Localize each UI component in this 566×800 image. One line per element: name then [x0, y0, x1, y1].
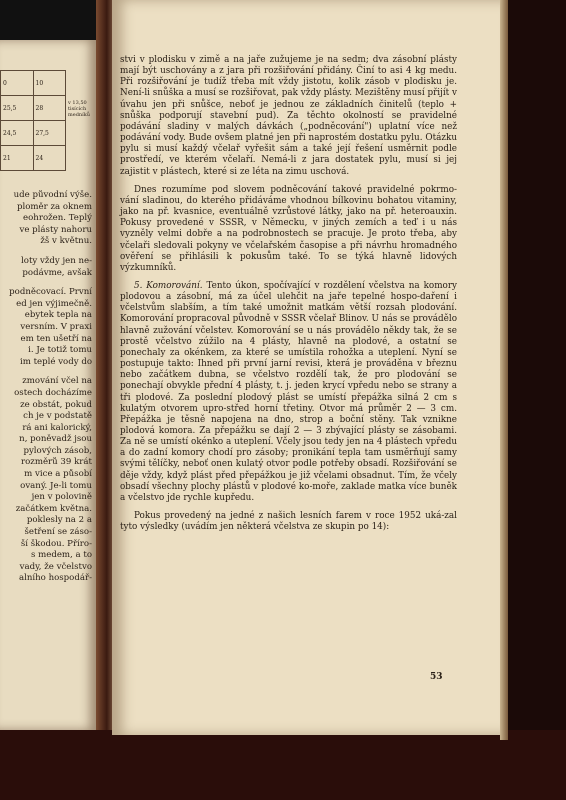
left-page-line: vady, že včelstvo	[19, 561, 92, 572]
left-page-line: alního hospodář-	[18, 573, 92, 584]
table-row	[1, 96, 66, 121]
section-heading: 5. Komorování.	[134, 280, 203, 291]
page-number: 53	[430, 672, 443, 682]
table-cell: 24,5	[1, 121, 34, 146]
table-cell: 28	[33, 96, 66, 121]
table-cell: 21	[1, 146, 34, 171]
table-cell: 24	[33, 146, 66, 171]
left-page-line: m vice a působí	[24, 469, 92, 480]
left-page-line: jen v polovině	[31, 492, 92, 503]
right-page-text	[120, 55, 457, 540]
left-page-text	[0, 190, 98, 585]
left-page	[0, 40, 98, 730]
left-page-line: ovaný. Je-li tomu	[20, 480, 92, 491]
left-page-line: s medem, a to	[30, 550, 92, 561]
paragraph: stvi v plodisku v zimě a na jaře zužujeme je na sedm; dva zásobní plásty mají být uschovány a z jara při rozšiřování přidány. Činí to asi 4 kg medu. Při rozšiřování je tudíž třeba mít vždy jistotu, kolik zásob v plodisku je. Není-li snůška a musí se rozšiřovat, pak vždy plásty. Mezištěny musí přijít v úvahu jen při snůšce, neboť je jednou ze základních činitelů (teplo + snůška podporují stavební pud). Za těchto okolností se pravidelné podávání sladiny v malých dávkách („podněcování") uplatní více než podávání vody. Bude ovšem platné jen při naprostém dostatku pylu. Otázku pylu si musí každý včelař vyřešit sám a také její řešení usměrnit podle prostředí, ve kterém včelaří. Nemá-li z jara dostatek pylu, musí si jej zajistit v plástech, které si ze léta na zimu uschová.	[120, 55, 457, 177]
table-row	[1, 146, 66, 171]
left-page-line: ed jen výjimečně.	[16, 298, 92, 309]
left-page-line: žš v květnu.	[40, 236, 92, 247]
paragraph: Pokus provedený na jedné z našich lesních farem v roce 1952 uká-zal tyto výsledky (uvádím jen některá včelstva ze skupin po 14):	[120, 511, 457, 533]
left-page-line: ploměr za oknem	[16, 201, 92, 212]
left-page-line: podněcovací. První	[9, 287, 92, 298]
left-page-line: poklesly na 2 a	[26, 515, 92, 526]
left-page-line: ze obstát, pokud	[20, 399, 92, 410]
left-page-line: pylových zásob,	[23, 445, 92, 456]
left-page-line	[0, 279, 98, 287]
left-page-line: loty vždy jen ne-	[21, 255, 92, 266]
table-cell: 0	[1, 71, 34, 96]
table-cell: 25,5	[1, 96, 34, 121]
left-table-fragment	[0, 70, 66, 171]
left-page-line: n, poněvadž jsou	[19, 434, 92, 445]
paragraph-text: Tento úkon, spočívající v rozdělení včelstva na komory plodovou a zásobní, má za účel ulehčit na jaře tepelné hospo-daření i včelstvům slabším, a tím také umožnit matkám větší rozsah plodování. Komorování propracoval původně v SSSR včelař Blinov. U nás se provádělo hlavně zužování včelstev. Komorování se u nás provádělo někdy tak, že se prostě včelstvo zúžilo na 4 plásty, hlavně na plodové, a ostatní se ponechaly za okénkem, za které se umístila rohožka a uteplení. Nyní se postupuje takto: Ihned při první jarní revisi, která je prováděna v březnu nebo začátkem dubna, se včelstvo rozdělí tak, že pro plodování se ponechají obvykle přední 4 plásty, t. j. jeden krycí vpředu nebo se strany a tři plodové. Za poslední plodový plást se umístí přepážka silná 2 cm s kulatým otvorem upro-střed horní třetiny. Otvor má průměr 2 — 3 cm. Přepážka je těsně napojena na dno, strop a boční stěny. Tak vznikne plodová komora. Za přepážku se dají 2 — 3 zbývající plásty se zásobami. Za ně se umístí okénko a uteplení. Včely jsou tedy jen na 4 plástech vpředu a do zadní komory chodí pro zásoby; pronikání tepla tam usměrňují samy svými tělíčky, neboť onen kulatý otvor podle potřeby obsadí. Rozšiřování se děje vždy, když plást před přepážkou je již včelami obsadnut. Tím, že včely obsadí všechny plochy plástů v plodové ko-moře, zaklade matka více buněk a včelstvo jde rychle kupředu.	[120, 280, 458, 503]
left-page-line	[0, 248, 98, 256]
background-bottom	[0, 730, 566, 800]
left-page-line: rá ani kalorický,	[22, 422, 92, 433]
left-page-line: em ten ušetří na	[20, 333, 92, 344]
left-page-line: ostech docházíme	[14, 387, 92, 398]
background-right	[500, 0, 566, 800]
table-side-note: v 13,50 tisících medníků	[68, 100, 90, 118]
table-row	[1, 71, 66, 96]
left-page-line: rozměrů 39 krát	[21, 457, 92, 468]
left-page-line: zmování včel na	[22, 376, 92, 387]
left-page-line: i. Je totiž tomu	[28, 345, 92, 356]
table-row	[1, 121, 66, 146]
left-page-line: šetření se záso-	[24, 527, 92, 538]
left-page-line: ší škodou. Příro-	[20, 538, 92, 549]
left-page-line: začátkem května.	[15, 503, 92, 514]
left-page-line	[0, 368, 98, 376]
paragraph: Dnes rozumíme pod slovem podněcování takové pravidelné pokrmo-vání sladinou, do kterého přidáváme vhodnou bílkovinu bohatou vitaminy, jako na př. kvasnice, eventuálně vzrůstové látky, jako na př. heteroauxin. Pokusy provedené v SSSR, v Německu, v jiných zemích a teď i u nás vyzněly velmi dobře a na podrobnostech se pracuje. Je proto třeba, aby včelaři sledovali pokyny ve včelařském časopise a při návrhu hromadného ověření se přihlásili k pokusům také. To se týká hlavně lidových výzkumníků.	[120, 184, 457, 273]
left-page-line: ebytek tepla na	[24, 310, 92, 321]
paragraph-komorovani	[120, 281, 457, 504]
page-edge	[500, 0, 508, 740]
table-cell: 27,5	[33, 121, 66, 146]
left-page-line: ve plásty nahoru	[19, 224, 92, 235]
left-page-line: im teplé vody do	[19, 356, 92, 367]
left-page-line: podávme, avšak	[22, 267, 92, 278]
left-page-line: versním. V praxi	[20, 321, 92, 332]
left-page-line: ch je v podstatě	[23, 411, 92, 422]
table-cell: 10	[33, 71, 66, 96]
left-page-line: ude původní výše.	[13, 190, 92, 200]
left-page-line: eohrožen. Teplý	[23, 213, 92, 224]
